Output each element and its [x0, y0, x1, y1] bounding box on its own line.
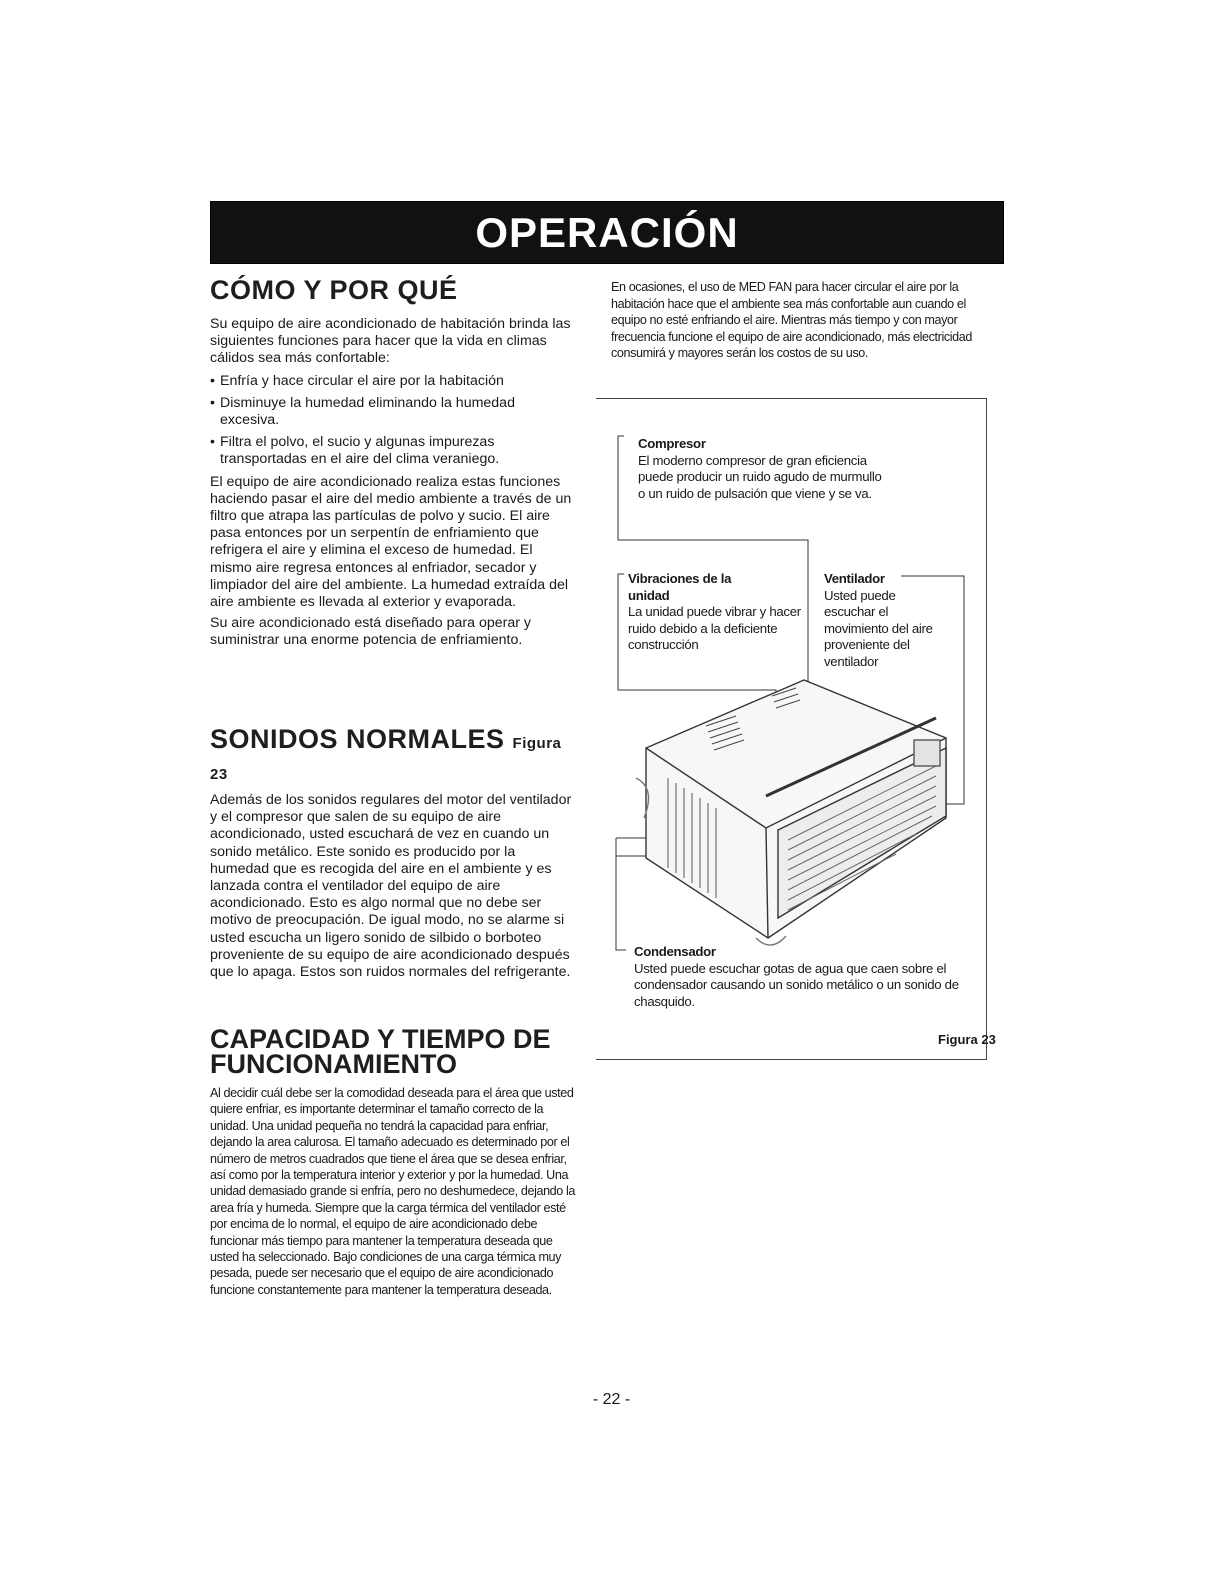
ventilador-callout	[824, 571, 944, 671]
ac-unit	[636, 680, 946, 945]
como-bullet: • Disminuye la humedad eliminando la humedad excesiva.	[210, 394, 515, 429]
sonidos-heading: SONIDOS NORMALES Figura 23	[210, 724, 562, 783]
section-title: OPERACIÓN	[475, 209, 739, 256]
como-bullet-list	[210, 373, 578, 469]
right-intro-text: En ocasiones, el uso de MED FAN para hacer circular el aire por la habitación hace que el ambiente sea más confortable aun cuando el equipo no esté enfriando el aire. Mientras más tiempo y con mayor frecuencia funcione el equipo de aire acondicionado, más electricidad consumirá y mayores serán los costos de su uso.	[611, 280, 972, 361]
como-bullet: • Enfría y hace circular el aire por la habitación	[210, 372, 504, 389]
vibraciones-callout	[628, 571, 808, 654]
sonidos-figure-ref: Figura 23	[210, 735, 562, 783]
condensador-callout	[634, 944, 964, 1010]
page-number: - 22 -	[592, 1391, 631, 1408]
vibraciones-title: Vibraciones de la unidad	[628, 571, 732, 603]
compresor-title: Compresor	[638, 436, 706, 451]
como-heading: CÓMO Y POR QUÉ	[210, 275, 458, 305]
bullet-icon: •	[210, 434, 215, 451]
bullet-icon: •	[210, 394, 215, 411]
compresor-text: El moderno compresor de gran eficiencia puede producir un ruido agudo de murmullo o un ruido de pulsación que viene y se va.	[638, 452, 882, 501]
sonidos-text: Además de los sonidos regulares del motor del ventilador y el compresor que salen de su equipo de aire acondicionado, usted escuchará de vez en cuando un sonido metálico. Este sonido es producido por la humedad que es recogida del aire en el ambiente y es lanzada contra el ventilador del equipo de aire acondicionado. Esto es algo normal que no debe ser motivo de preocupación. De igual modo, no se alarme si usted escucha un ligero sonido de silbido o borboteo proveniente de su equipo de aire acondicionado después que lo apaga. Estos son ruidos normales del refrigerante.	[210, 792, 572, 981]
condensador-text: Usted puede escuchar gotas de agua que caen sobre el condensador causando un sonido metálico o un sonido de chasquido.	[634, 960, 959, 1009]
capacidad-heading: CAPACIDAD Y TIEMPO DE FUNCIONAMIENTO	[210, 1024, 551, 1079]
section-banner	[210, 201, 1004, 264]
como-intro: Su equipo de aire acondicionado de habitación brinda las siguientes funciones para hacer que la vida en climas cálidos sea más confortable:	[210, 316, 571, 367]
sonidos-section	[210, 724, 578, 981]
condensador-title: Condensador	[634, 944, 716, 959]
como-paragraph-3: Su aire acondicionado está diseñado para operar y suministrar una enorme potencia de enfriamiento.	[210, 615, 532, 649]
bullet-icon: •	[210, 372, 215, 389]
vibraciones-text: La unidad puede vibrar y hacer ruido debido a la deficiente construcción	[628, 604, 801, 653]
como-paragraph-2: El equipo de aire acondicionado realiza estas funciones haciendo pasar el aire del medio ambiente a través de un filtro que atrapa las partículas de polvo y sucio. El aire pasa entonces por un serpentín de enfriamiento que refrigera el aire y elimina el exceso de humedad. El mismo aire regresa entonces al enfriador, secador y limpiador del aire del ambiente. La humedad extraída del aire ambiente es llevada al exterior y evaporada.	[210, 473, 572, 611]
figure-label: Figura 23	[938, 1032, 996, 1047]
ventilador-title: Ventilador	[824, 571, 885, 586]
compresor-callout	[638, 436, 888, 502]
capacidad-section	[210, 1024, 578, 1298]
como-section	[210, 275, 578, 650]
ventilador-text: Usted puede escuchar el movimiento del aire proveniente del ventilador	[824, 587, 933, 669]
capacidad-text: Al decidir cuál debe ser la comodidad deseada para el área que usted quiere enfriar, es importante determinar el tamaño correcto de la unidad. Una unidad pequeña no tendrá la capacidad para enfriar, dejando la area calurosa. El tamaño adecuado es determinado por el número de metros cuadrados que tiene el área que se desea enfriar, así como por la temperatura interior y exterior y por la humedad. Una unidad demasiado grande si enfría, pero no deshumedece, dejando la area fría y humeda. Siempre que la carga térmica del ventilador esté por encima de lo normal, el equipo de aire acondicionado debe funcionar más tiempo para mantener la temperatura deseada que usted ha seleccionado. Bajo condiciones de una carga térmica muy pesada, puede ser necesario que el equipo de aire acondicionado funcione constantemente para mantener la temperatura deseada.	[210, 1086, 575, 1297]
como-bullet: • Filtra el polvo, el sucio y algunas impurezas transportadas en el aire del clima veraniego.	[210, 434, 500, 468]
